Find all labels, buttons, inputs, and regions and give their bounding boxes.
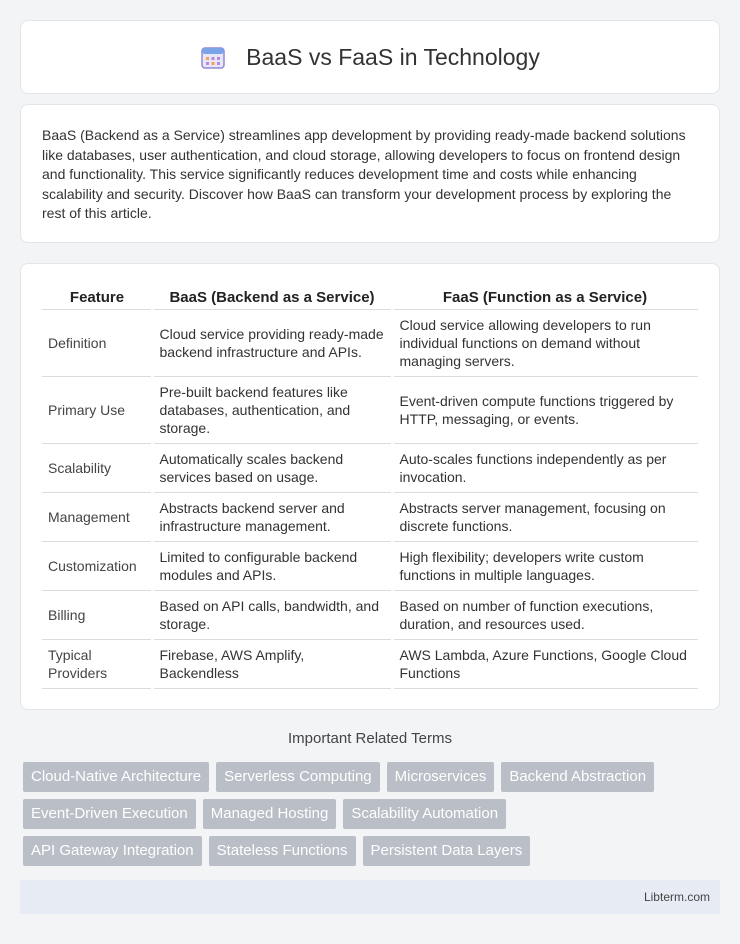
baas-cell: Based on API calls, bandwidth, and storage. (152, 590, 392, 639)
baas-cell: Abstracts backend server and infrastructure management. (152, 492, 392, 541)
faas-cell: Based on number of function executions, duration, and resources used. (392, 590, 698, 639)
feature-cell: Typical Providers (42, 639, 152, 688)
calendar-icon (200, 44, 226, 70)
faas-cell: High flexibility; developers write custom functions in multiple languages. (392, 541, 698, 590)
header-faas: FaaS (Function as a Service) (392, 284, 698, 309)
feature-cell: Management (42, 492, 152, 541)
related-terms-title: Important Related Terms (288, 730, 452, 747)
table-row (42, 376, 698, 443)
table-row (42, 590, 698, 639)
tag-microservices[interactable]: Microservices (387, 762, 495, 792)
feature-cell: Billing (42, 590, 152, 639)
tag-managed-hosting[interactable]: Managed Hosting (203, 799, 337, 829)
table-row (42, 541, 698, 590)
related-terms-tags (23, 762, 723, 873)
faas-cell: AWS Lambda, Azure Functions, Google Cloud Functions (392, 639, 698, 688)
tag-row (23, 762, 723, 792)
faas-cell: Abstracts server management, focusing on discrete functions. (392, 492, 698, 541)
tag-api-gateway-integration[interactable]: API Gateway Integration (23, 836, 202, 866)
table-row (42, 309, 698, 376)
intro-text: BaaS (Backend as a Service) streamlines app development by providing ready-made backend solutions like databases, user authentication, and cloud storage, allowing developers to focus on frontend design and functionality. This service significantly reduces development time and costs while enhancing scalability and security. Discover how BaaS can transform your development process by exploring the rest of this article. (42, 127, 686, 221)
faas-cell: Auto-scales functions independently as per invocation. (392, 443, 698, 492)
table-row (42, 492, 698, 541)
tag-cloud-native-architecture[interactable]: Cloud-Native Architecture (23, 762, 209, 792)
footer (20, 880, 720, 914)
tag-persistent-data-layers[interactable]: Persistent Data Layers (363, 836, 531, 866)
comparison-table (42, 284, 698, 689)
tag-row (23, 836, 723, 866)
baas-cell: Cloud service providing ready-made backend infrastructure and APIs. (152, 309, 392, 376)
page-title: BaaS vs FaaS in Technology (246, 43, 540, 70)
table-header-row (42, 284, 698, 309)
baas-cell: Pre-built backend features like databases, authentication, and storage. (152, 376, 392, 443)
baas-cell: Limited to configurable backend modules and APIs. (152, 541, 392, 590)
feature-cell: Customization (42, 541, 152, 590)
faas-cell: Cloud service allowing developers to run individual functions on demand without managing servers. (392, 309, 698, 376)
footer-site-link[interactable]: Libterm.com (643, 890, 710, 904)
comparison-card (20, 263, 720, 710)
feature-cell: Definition (42, 309, 152, 376)
faas-cell: Event-driven compute functions triggered by HTTP, messaging, or events. (392, 376, 698, 443)
intro-card (20, 104, 720, 243)
tag-stateless-functions[interactable]: Stateless Functions (209, 836, 356, 866)
header-feature: Feature (42, 284, 152, 309)
header-baas: BaaS (Backend as a Service) (152, 284, 392, 309)
tag-event-driven-execution[interactable]: Event-Driven Execution (23, 799, 196, 829)
tag-row (23, 799, 723, 829)
tag-serverless-computing[interactable]: Serverless Computing (216, 762, 380, 792)
feature-cell: Primary Use (42, 376, 152, 443)
tag-scalability-automation[interactable]: Scalability Automation (343, 799, 506, 829)
tag-backend-abstraction[interactable]: Backend Abstraction (501, 762, 654, 792)
title-card (20, 20, 720, 94)
feature-cell: Scalability (42, 443, 152, 492)
baas-cell: Firebase, AWS Amplify, Backendless (152, 639, 392, 688)
baas-cell: Automatically scales backend services based on usage. (152, 443, 392, 492)
table-row (42, 639, 698, 688)
table-row (42, 443, 698, 492)
